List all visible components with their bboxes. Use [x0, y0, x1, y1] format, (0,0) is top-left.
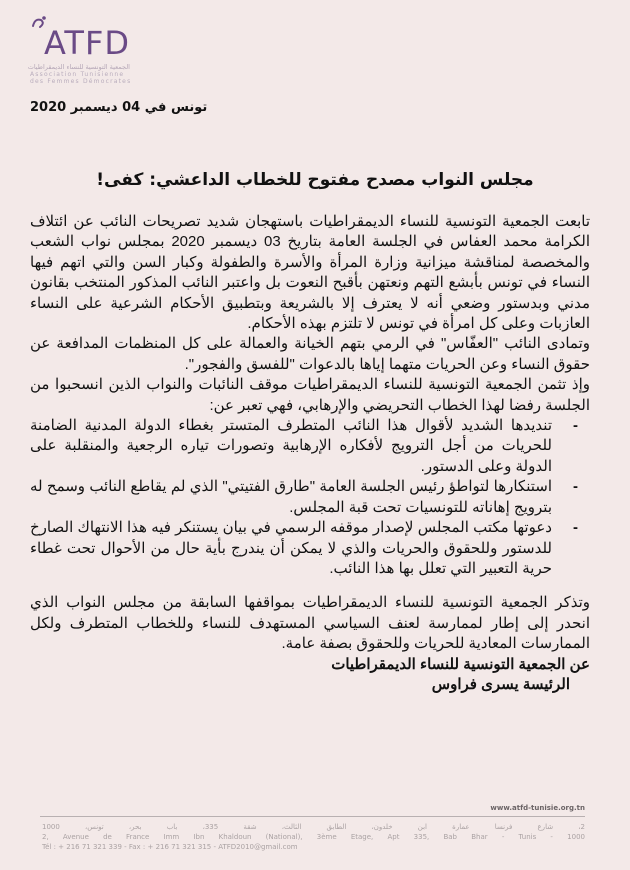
list-item: - استنكارها لتواطؤ رئيس الجلسة العامة "طارق الفتيتي" الذي لم يقاطع النائب وسمح له بترويج إهاناته للتونسيات تحت قبة المجلس.: [30, 477, 590, 518]
website-link[interactable]: www.atfd-tunisie.org.tn: [490, 804, 585, 812]
spacer: [30, 579, 590, 593]
closing-paragraph: وتذكر الجمعية التونسية للنساء الديمقراطيات بمواقفها السابقة من مجلس النواب الذي انحدر إلى إطار لممارسة لعنف السياسي المستهدف للنساء وللخطاب المتطرف ولكل الممارسات المعادية للحريات وللحقوق بصفة عامة.: [30, 594, 590, 653]
footer-address-french: 2, Avenue de France Imm Ibn Khaldoun (National), 3ème Etage, Apt 335, Bab Bhar - Tunis - 1000: [42, 833, 585, 841]
logo-french-line1: Association Tunisienne: [30, 71, 125, 78]
document-body: [30, 212, 590, 695]
logo-text: ATFD: [44, 24, 130, 62]
atfd-logo: [27, 14, 140, 85]
paragraph-2: وتمادى النائب "العفّاس" في الرمي بتهم الخيانة والعمالة على كل المنظمات المدافعة عن حقوق النساء وعن الحريات متهما إياها بالدعوات "للفسق والفجور".: [30, 335, 590, 373]
footer-divider: [40, 816, 585, 817]
logo-french-line2: des Femmes Démocrates: [30, 78, 132, 85]
list-item: - تنديدها الشديد لأقوال هذا النائب المتطرف المتستر بغطاء الدولة المدنية الضامنة للحريات من أجل الترويج لأفكاره الإرهابية وتصورات تياره الرجعية والمنقلبة على الدولة وعلى الدستور.: [30, 416, 590, 477]
demands-list: [30, 416, 590, 579]
signature-organization: عن الجمعية التونسية للنساء الديمقراطيات: [331, 655, 590, 673]
signature-name: الرئيسة يسرى فراوس: [431, 675, 570, 693]
document-date: تونس في 04 ديسمبر 2020: [30, 100, 208, 115]
footer: [42, 822, 585, 852]
document-title: مجلس النواب مصدح مفتوح للخطاب الداعشي: كفى!: [96, 170, 534, 190]
paragraph-1: تابعت الجمعية التونسية للنساء الديمقراطيات باستهجان شديد تصريحات النائب عن ائتلاف الكرامة محمد العفاس في الجلسة العامة بتاريخ 03 ديسمبر 2020 بمجلس نواب الشعب والمخصصة لمناقشة ميزانية وزارة المرأة والأسرة والطفولة وكبار السن والتي اتهم فيها النساء في تونس بأبشع التهم ونعتهن بأقبح النعوت بل واعتبر النائب المذكور المنتخب بقانون مدني وبدستور وضعي أنه لا يعترف إلا بالشريعة وبتطبيق الأحكام الشرعية على النساء العازبات وعلى كل امرأة في تونس لا تلتزم بهذه الأحكام.: [30, 213, 590, 333]
list-item: - دعوتها مكتب المجلس لإصدار موقفه الرسمي في بيان يستنكر فيه هذا الانتهاك الصارخ للدستور وللحقوق والحريات والذي لا يمكن أن يندرج بأية حال من الأحوال تحت غطاء حرية التعبير التي تعلل بها هذا النائب.: [30, 518, 590, 579]
logo-arabic-name: الجمعية التونسية للنساء الديمقراطيات: [27, 63, 130, 71]
paragraph-3: وإذ تثمن الجمعية التونسية للنساء الديمقراطيات موقف النائبات والنواب الذين انسحبوا من الجلسة رفضا لهذا الخطاب التحريضي والإرهابي، فهي تعبر عن:: [30, 376, 590, 414]
footer-contact: Tél : + 216 71 321 339 - Fax : + 216 71 321 315 - ATFD2010@gmail.com: [42, 843, 298, 851]
footer-address-arabic: 2، شارع فرنسا عمارة ابن خلدون، الطابق الثالث، شقة 335، باب بحر، تونس، 1000: [42, 823, 585, 831]
atfd-logo-mark: [30, 14, 140, 62]
